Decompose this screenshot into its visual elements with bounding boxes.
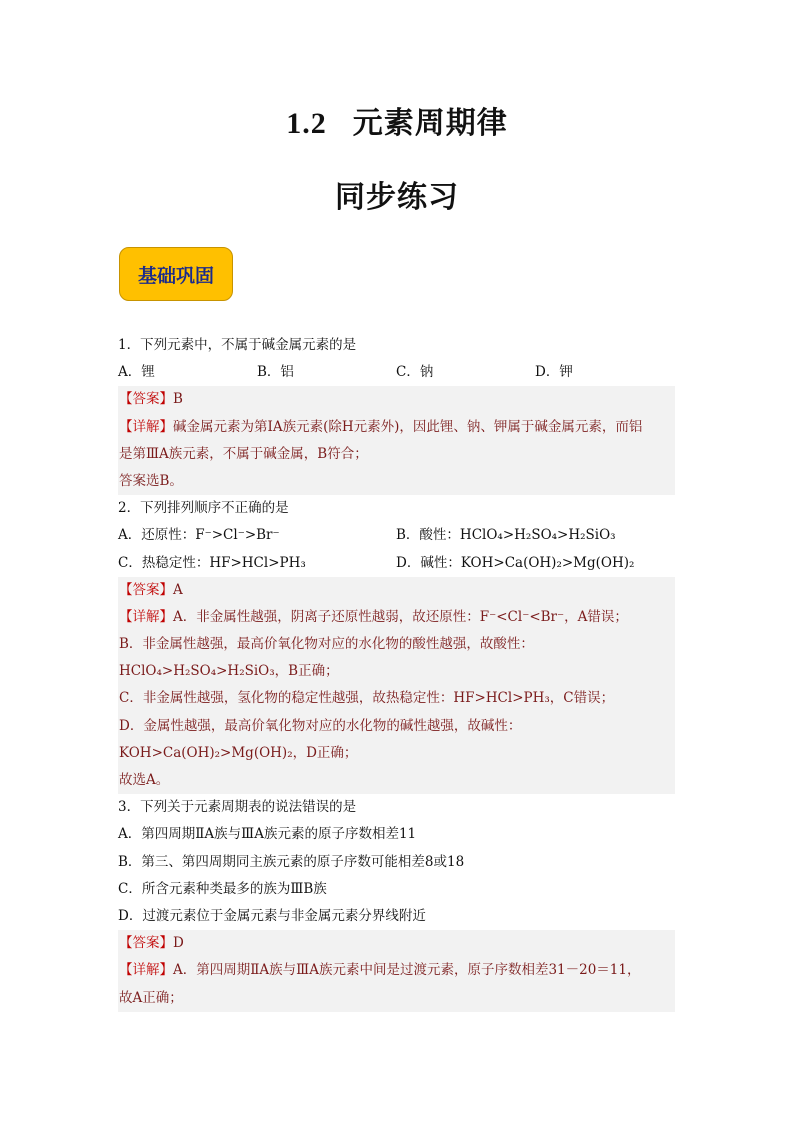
q2-detail-d1: D．金属性越强，最高价氧化物对应的水化物的碱性越强，故碱性： [119, 717, 522, 734]
q1-answer: B [173, 391, 183, 408]
detail-label: 【详解】 [119, 608, 173, 625]
exercise-content [118, 332, 675, 1012]
q2-conclusion: 故选A。 [119, 772, 170, 788]
detail-label: 【详解】 [119, 962, 173, 979]
answer-label: 【答案】 [119, 581, 173, 598]
question-2-options-row2 [118, 550, 675, 577]
q2-detail-a: A．非金属性越强，阴离子还原性越弱，故还原性：F⁻<Cl⁻<Br⁻，A错误； [173, 608, 628, 625]
question-2-options-row1 [118, 522, 675, 549]
q2-option-b: B．酸性：HClO₄>H₂SO₄>H₂SiO₃ [396, 527, 616, 544]
q1-detail-2: 是第ⅢA族元素，不属于碱金属，B符合； [119, 445, 368, 462]
q2-option-d: D．碱性：KOH>Ca(OH)₂>Mg(OH)₂ [396, 554, 635, 571]
q1-option-d: D．钾 [535, 364, 573, 381]
q2-answer: A [173, 581, 183, 598]
q2-detail-b2: HClO₄>H₂SO₄>H₂SiO₃，B正确； [119, 663, 339, 680]
q1-detail-1: 碱金属元素为第ⅠA族元素(除H元素外)，因此锂、钠、钾属于碱金属元素，而铝 [173, 418, 643, 435]
question-3-stem: 3．下列关于元素周期表的说法错误的是 [118, 799, 357, 816]
q3-option-b: B．第三、第四周期同主族元素的原子序数可能相差8或18 [118, 853, 465, 870]
q2-detail-c: C．非金属性越强，氢化物的稳定性越强，故热稳定性：HF>HCl>PH₃，C错误； [119, 690, 615, 707]
question-1-stem: 1．下列元素中，不属于碱金属元素的是 [118, 337, 357, 353]
question-1-options [118, 359, 675, 386]
q1-option-c: C．钠 [396, 364, 434, 381]
question-2-answer-block [118, 577, 675, 795]
q3-option-c: C．所含元素种类最多的族为ⅢB族 [118, 880, 327, 897]
question-2-stem: 2．下列排列顺序不正确的是 [118, 500, 289, 517]
q3-detail-2: 故A正确； [119, 989, 183, 1006]
q3-answer: D [173, 935, 184, 952]
page-subtitle: 同步练习 [335, 180, 459, 215]
detail-label: 【详解】 [119, 418, 173, 435]
chapter-number: 1.2 [286, 107, 327, 140]
answer-label: 【答案】 [119, 391, 173, 408]
q2-option-c: C．热稳定性：HF>HCl>PH₃ [118, 554, 306, 571]
q3-option-d: D．过渡元素位于金属元素与非金属元素分界线附近 [118, 907, 426, 924]
q2-detail-b1: B．非金属性越强，最高价氧化物对应的水化物的酸性越强，故酸性： [119, 636, 534, 653]
q2-option-a: A．还原性：F⁻>Cl⁻>Br⁻ [118, 527, 280, 544]
chapter-title [0, 98, 794, 142]
section-badge: 基础巩固 [119, 247, 233, 301]
q2-detail-d2: KOH>Ca(OH)₂>Mg(OH)₂，D正确； [119, 744, 358, 761]
question-1-answer-block [118, 386, 675, 495]
q1-conclusion: 答案选B。 [119, 472, 183, 489]
q3-detail-1: A．第四周期ⅡA族与ⅢA族元素中间是过渡元素，原子序数相差31－20＝11， [173, 962, 641, 979]
chapter-name: 元素周期律 [352, 106, 508, 141]
question-3-answer-block [118, 930, 675, 1012]
answer-label: 【答案】 [119, 935, 173, 952]
q1-option-a: A．锂 [118, 364, 155, 381]
q1-option-b: B．铝 [257, 364, 294, 381]
q3-option-a: A．第四周期ⅡA族与ⅢA族元素的原子序数相差11 [118, 826, 417, 843]
